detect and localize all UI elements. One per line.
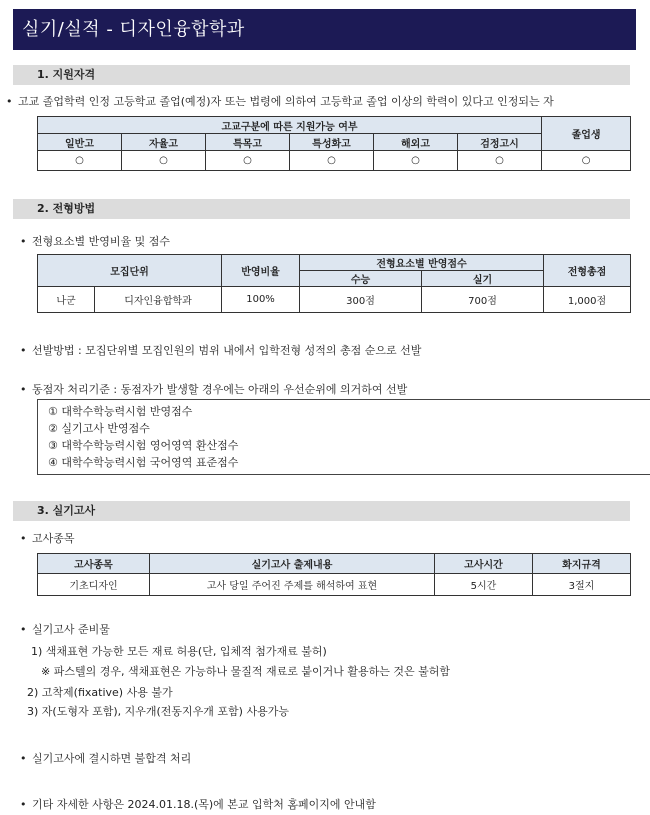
page-title: 실기/실적 - 디자인융합학과: [13, 9, 636, 50]
eligibility-mark: ○: [122, 151, 206, 171]
school-type-overseas: 해외고: [374, 134, 458, 151]
tie-rule-line: [20, 381, 407, 397]
exam-content-header: 실기고사 출제내용: [150, 554, 435, 574]
section-header-eligibility: 1. 지원자격: [13, 65, 630, 85]
eligibility-mark: ○: [458, 151, 542, 171]
eligibility-sentence: 고교 졸업학력 인정 고등학교 졸업(예정)자 또는 법령에 의하여 고등학교 졸업 이상의 학력이 있다고 인정되는 자: [18, 95, 554, 108]
materials-heading-line: [20, 621, 110, 637]
priority-item: ③ 대학수학능력시험 영어영역 환산점수: [48, 439, 239, 452]
suneung-score-cell: 300점: [300, 287, 422, 313]
material-item: 2) 고착제(fixative) 사용 불가: [27, 686, 173, 699]
notice-text: 기타 자세한 사항은 2024.01.18.(목)에 본교 입학처 홈페이지에 안내함: [32, 798, 376, 811]
exam-subject-header: 고사종목: [38, 554, 150, 574]
exam-time-header: 고사시간: [435, 554, 533, 574]
bullet: •: [20, 798, 27, 811]
bullet: •: [20, 752, 27, 765]
paper-size-cell: 3절지: [533, 574, 631, 596]
exam-subject-heading-line: [20, 530, 75, 546]
group-cell: 나군: [38, 287, 95, 313]
department-cell: 디자인융합학과: [95, 287, 222, 313]
material-item: 1) 색채표현 가능한 모든 재료 허용(단, 입체적 첨가재료 불허): [31, 645, 327, 658]
priority-item: ④ 대학수학능력시험 국어영역 표준점수: [48, 456, 239, 469]
eligibility-mark: ○: [206, 151, 290, 171]
bullet: •: [20, 623, 27, 636]
eligibility-mark: ○: [542, 151, 631, 171]
exam-subject-cell: 기초디자인: [38, 574, 150, 596]
school-type-specialized: 특성화고: [290, 134, 374, 151]
bullet: •: [20, 532, 27, 545]
school-type-ged: 검정고시: [458, 134, 542, 151]
ratio-header: 반영비율: [222, 255, 300, 287]
selection-method: 선발방법 : 모집단위별 모집인원의 범위 내에서 입학전형 성적의 총점 순으로 선발: [32, 344, 422, 357]
bullet: •: [20, 383, 27, 396]
scores-header: 전형요소별 반영점수: [300, 255, 544, 271]
eligibility-mark: ○: [290, 151, 374, 171]
exam-content-cell: 고사 당일 주어진 주제를 해석하여 표현: [150, 574, 435, 596]
paper-size-header: 화지규격: [533, 554, 631, 574]
graduate-header: 졸업생: [542, 117, 631, 151]
total-score-cell: 1,000점: [544, 287, 631, 313]
ratio-heading-line: [20, 233, 170, 249]
eligibility-group-header: 고교구분에 따른 지원가능 여부: [38, 117, 542, 134]
total-header: 전형총점: [544, 255, 631, 287]
notice-line: [20, 796, 376, 812]
ratio-heading: 전형요소별 반영비율 및 점수: [32, 235, 171, 248]
school-type-special-purpose: 특목고: [206, 134, 290, 151]
absence-rule-line: [20, 750, 191, 766]
ratio-cell: 100%: [222, 287, 300, 313]
absence-rule: 실기고사에 결시하면 불합격 처리: [32, 752, 192, 765]
eligibility-mark: ○: [38, 151, 122, 171]
priority-box: [37, 399, 650, 475]
tie-rule: 동점자 처리기준 : 동점자가 발생할 경우에는 아래의 우선순위에 의거하여 선발: [32, 383, 408, 396]
selection-method-line: [20, 342, 421, 358]
bullet: •: [20, 344, 27, 357]
eligibility-table: [37, 116, 631, 171]
suneung-header: 수능: [300, 271, 422, 287]
exam-subject-heading: 고사종목: [32, 532, 75, 545]
unit-header: 모집단위: [38, 255, 222, 287]
eligibility-mark: ○: [374, 151, 458, 171]
school-type-general: 일반고: [38, 134, 122, 151]
exam-table: [37, 553, 631, 596]
priority-item: ① 대학수학능력시험 반영점수: [48, 405, 193, 418]
section-header-method: 2. 전형방법: [13, 199, 630, 219]
ratio-table: [37, 254, 631, 313]
practical-score-cell: 700점: [422, 287, 544, 313]
material-item: 3) 자(도형자 포함), 지우개(전동지우개 포함) 사용가능: [27, 705, 289, 718]
exam-time-cell: 5시간: [435, 574, 533, 596]
section-header-practical: 3. 실기고사: [13, 501, 630, 521]
bullet: •: [6, 95, 13, 108]
eligibility-text: [6, 93, 554, 109]
bullet: •: [20, 235, 27, 248]
practical-header: 실기: [422, 271, 544, 287]
school-type-autonomous: 자율고: [122, 134, 206, 151]
priority-item: ② 실기고사 반영점수: [48, 422, 150, 435]
material-note: ※ 파스텔의 경우, 색채표현은 가능하나 물질적 재료로 붙이거나 활용하는 것은 불허함: [41, 665, 450, 678]
materials-heading: 실기고사 준비물: [32, 623, 110, 636]
